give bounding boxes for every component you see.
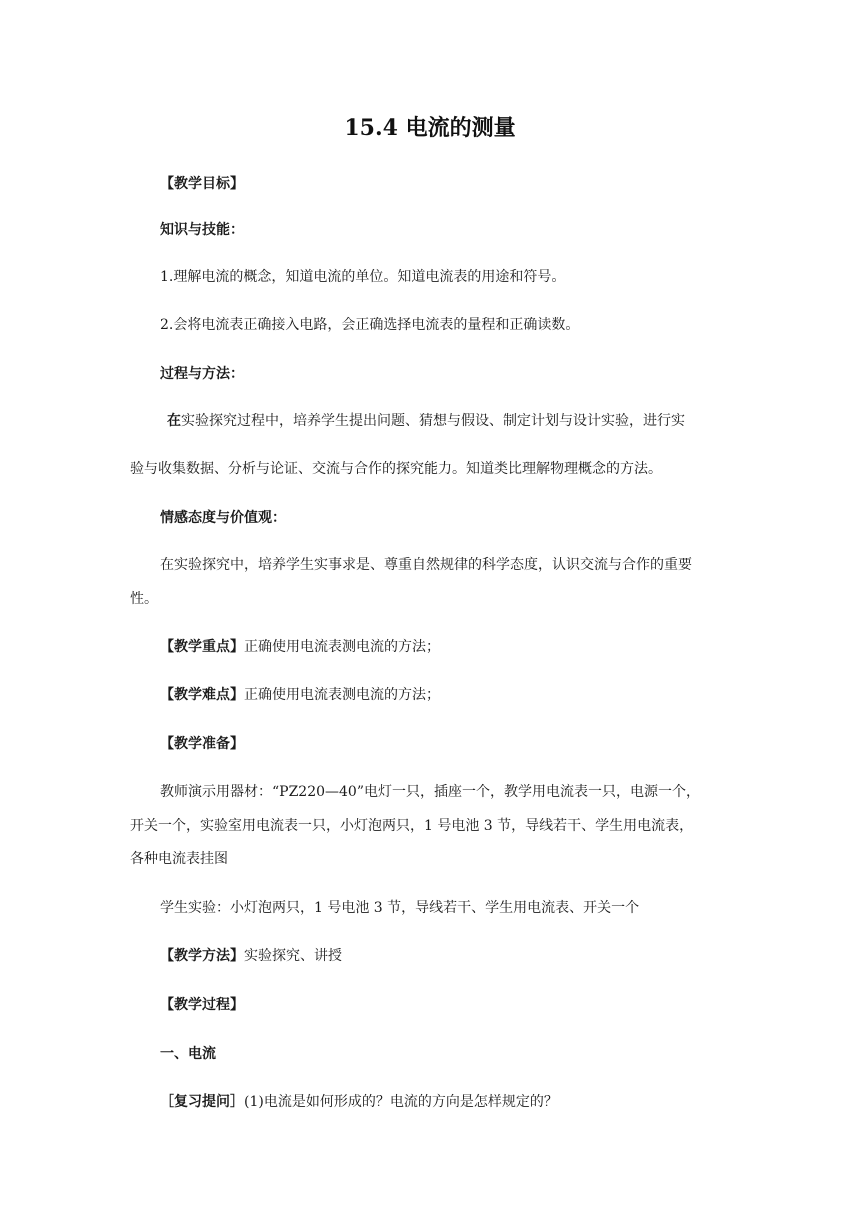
- knowledge-item-2: 2.会将电流表正确接入电路，会正确选择电流表的量程和正确读数。: [160, 317, 580, 333]
- knowledge-heading: 知识与技能：: [160, 222, 244, 238]
- page-title: 15.4 电流的测量: [344, 115, 516, 141]
- method-text: 实验探究、讲授: [244, 948, 342, 964]
- attitude-paragraph-line-2: 性。: [130, 591, 158, 607]
- attitude-heading: 情感态度与价值观：: [160, 510, 286, 526]
- process-paragraph-lead: 在: [167, 413, 181, 429]
- key-point-row: [160, 637, 440, 657]
- difficulty-row: [160, 685, 440, 705]
- prep-student: 学生实验：小灯泡两只，1 号电池 3 节，导线若干、学生用电流表、开关一个: [160, 900, 640, 916]
- process-heading: 过程与方法：: [160, 366, 244, 382]
- review-label: ［复习提问］: [160, 1094, 244, 1110]
- key-point-label: 【教学重点】: [160, 639, 244, 655]
- prep-teacher-line-2: 开关一个，实验室用电流表一只，小灯泡两只，1 号电池 3 节，导线若干、学生用电流表，: [130, 818, 694, 834]
- section-1-heading: 一、电流: [160, 1046, 216, 1062]
- knowledge-item-1: 1.理解电流的概念，知道电流的单位。知道电流表的用途和符号。: [160, 269, 566, 285]
- prep-heading: 【教学准备】: [160, 736, 244, 752]
- attitude-paragraph-line-1: 在实验探究中，培养学生实事求是、尊重自然规律的科学态度，认识交流与合作的重要: [160, 557, 692, 573]
- review-row: [160, 1092, 558, 1112]
- process-paragraph-line-1: [167, 411, 685, 431]
- prep-teacher-line-3: 各种电流表挂图: [130, 851, 228, 867]
- process-paragraph-line-2: 验与收集数据、分析与论证、交流与合作的探究能力。知道类比理解物理概念的方法。: [130, 461, 662, 477]
- teaching-process-heading: 【教学过程】: [160, 997, 244, 1013]
- review-text: (1)电流是如何形成的？电流的方向是怎样规定的？: [244, 1094, 558, 1110]
- method-row: [160, 946, 342, 966]
- difficulty-text: 正确使用电流表测电流的方法；: [244, 687, 440, 703]
- key-point-text: 正确使用电流表测电流的方法；: [244, 639, 440, 655]
- objectives-heading: 【教学目标】: [160, 176, 244, 192]
- method-label: 【教学方法】: [160, 948, 244, 964]
- prep-teacher-line-1: 教师演示用器材：“PZ220—40”电灯一只，插座一个，教学用电流表一只，电源一个，: [160, 784, 700, 800]
- difficulty-label: 【教学难点】: [160, 687, 244, 703]
- process-paragraph-line-1-text: 实验探究过程中，培养学生提出问题、猜想与假设、制定计划与设计实验，进行实: [181, 413, 685, 429]
